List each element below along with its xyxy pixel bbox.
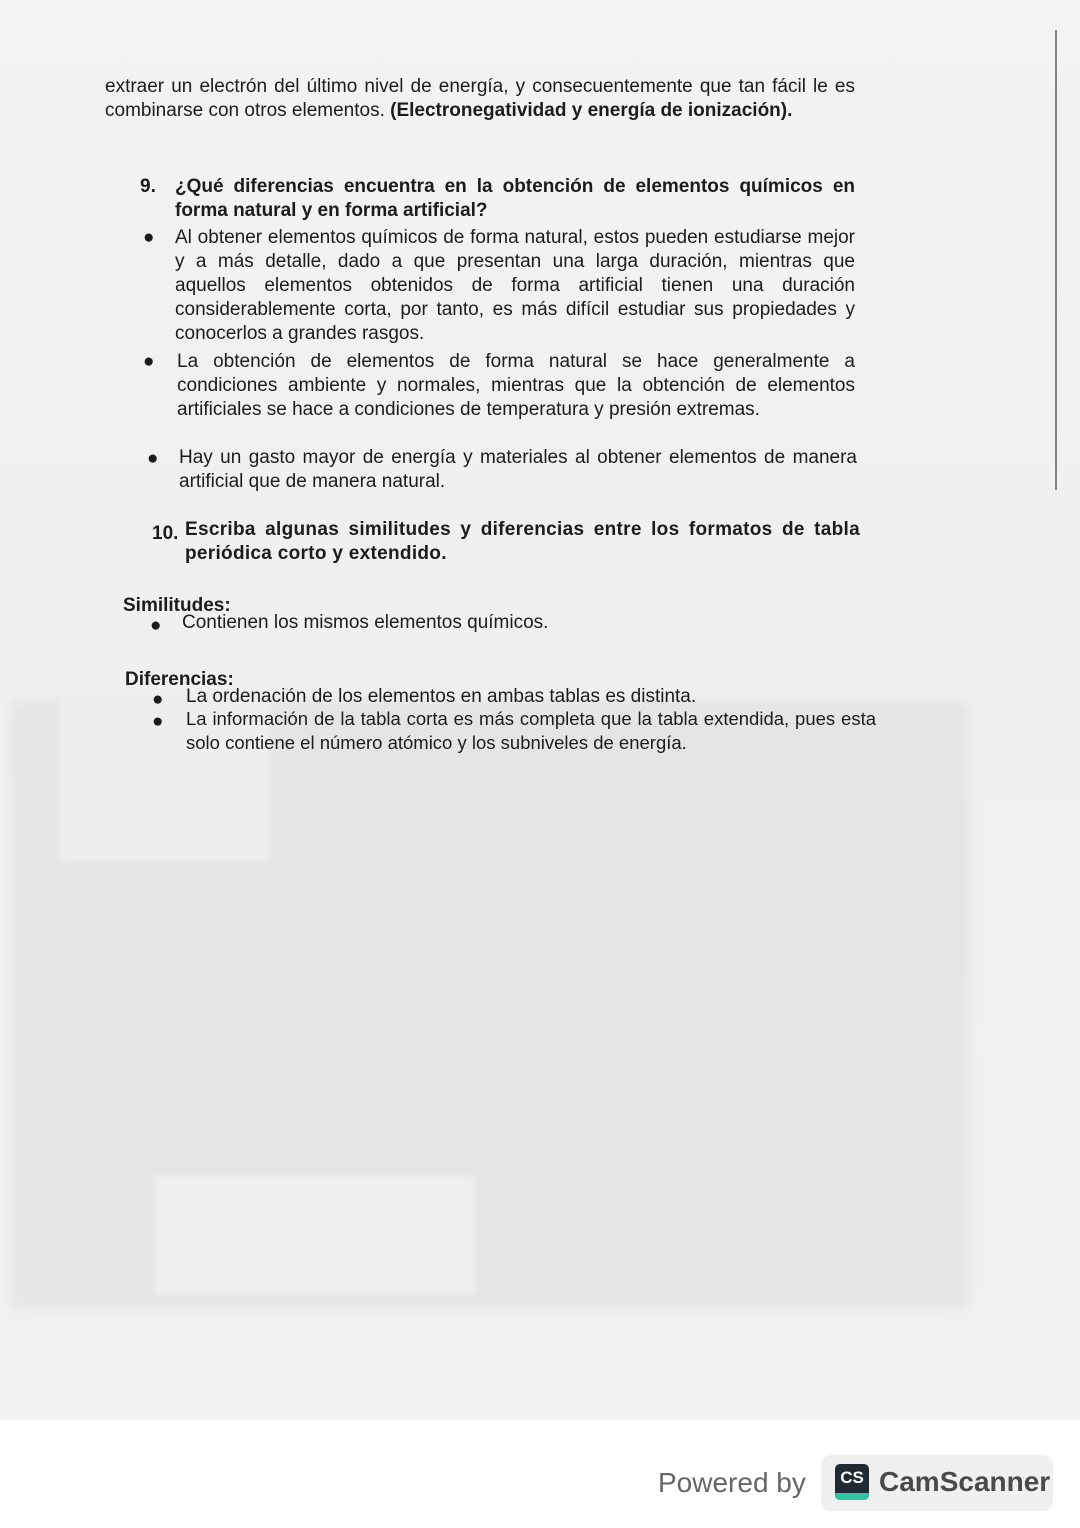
diferencia-2: La información de la tabla corta es más completa que la tabla extendida, pues esta solo contiene el número atómico y los subniveles de energía. (186, 708, 876, 753)
camscanner-brand: CamScanner (879, 1466, 1051, 1497)
intro-text: extraer un electrón del último nivel de energía, y consecuentemente que tan fácil le es combinarse con otros elementos. (105, 76, 855, 121)
question-9: ¿Qué diferencias encuentra en la obtención de elementos químicos en forma natural y en forma artificial? (175, 176, 855, 221)
diferencias-heading: Diferencias: (125, 669, 234, 690)
powered-by-label: Powered by (658, 1467, 806, 1498)
q9-answer-1: Al obtener elementos químicos de forma natural, estos pueden estudiarse mejor y a más detalle, dado a que presentan una larga duración, mientras que aquellos elementos obtenidos de forma artificial tienen una duración considerablemente corta, por tanto, es más difícil estudiar sus propiedades y conocerlos a grandes rasgos. (175, 227, 855, 344)
bullet-icon: ● (152, 689, 164, 710)
q9-answer-2: La obtención de elementos de forma natural se hace generalmente a condiciones ambiente y normales, mientras que la obtención de elementos artificiales se hace a condiciones de temperatura y presión extremas. (177, 351, 855, 420)
bullet-icon: ● (152, 711, 164, 732)
bullet-icon: ● (143, 227, 155, 248)
scan-shadow (155, 1175, 475, 1295)
page-edge (1055, 30, 1057, 490)
question-10: Escriba algunas similitudes y diferencias entre los formatos de tabla periódica corto y extendido. (185, 519, 860, 564)
similitudes-heading: Similitudes: (123, 595, 231, 616)
bullet-icon: ● (150, 615, 162, 636)
bullet-icon: ● (143, 351, 155, 372)
camscanner-logo-icon: CS (835, 1464, 869, 1500)
camscanner-badge[interactable] (821, 1455, 1053, 1511)
intro-bold: (Electronegatividad y energía de ionización). (390, 100, 793, 121)
q9-answer-3: Hay un gasto mayor de energía y materiales al obtener elementos de manera artificial que de manera natural. (179, 447, 857, 492)
question-number: 10. (152, 523, 179, 544)
diferencia-1: La ordenación de los elementos en ambas tablas es distinta. (186, 686, 697, 707)
similitud-1: Contienen los mismos elementos químicos. (182, 612, 549, 633)
bullet-icon: ● (147, 448, 159, 469)
question-number: 9. (140, 176, 156, 197)
intro-paragraph (105, 75, 855, 123)
